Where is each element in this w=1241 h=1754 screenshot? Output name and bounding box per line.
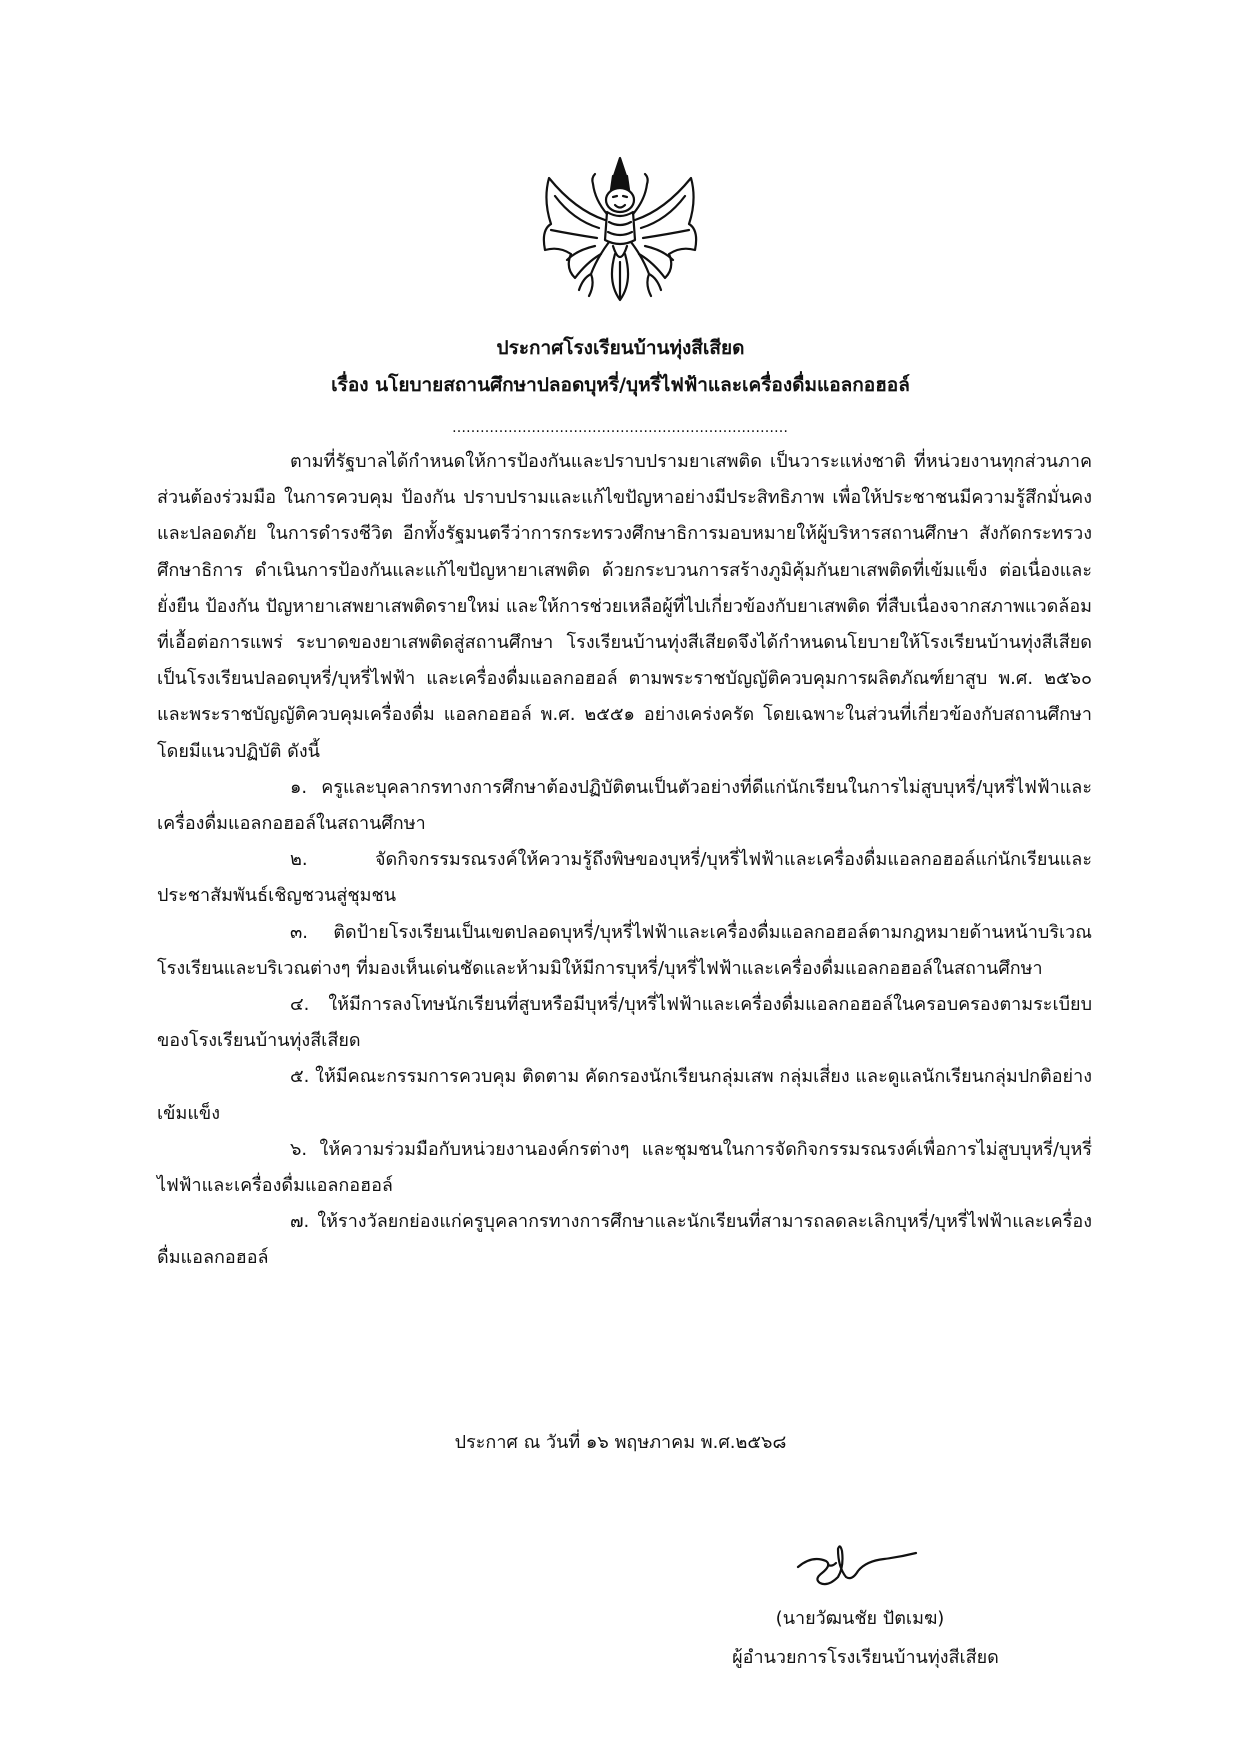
announcement-subject: เรื่อง นโยบายสถานศึกษาปลอดบุหรี่/บุหรี่ไฟฟ้าและเครื่องดื่มแอลกอฮอล์ bbox=[331, 374, 910, 396]
policy-item-6: ๖. ให้ความร่วมมือกับหน่วยงานองค์กรต่างๆ และชุมชนในการจัดกิจกรรมรณรงค์เพื่อการไม่สูบบุหรี่/บุหรี่ไฟฟ้าและเครื่องดื่มแอลกอฮอล์ bbox=[157, 1138, 1092, 1197]
announcement-title: ประกาศโรงเรียนบ้านทุ่งสีเสียด bbox=[496, 337, 745, 359]
policy-item-4: ๔. ให้มีการลงโทษนักเรียนที่สูบหรือมีบุหรี่/บุหรี่ไฟฟ้าและเครื่องดื่มแอลกอฮอล์ในครอบครองตามระเบียบของโรงเรียนบ้านทุ่งสีเสียด bbox=[157, 994, 1092, 1052]
intro-paragraph: ตามที่รัฐบาลได้กำหนดให้การป้องกันและปราบปรามยาเสพติด เป็นวาระแห่งชาติ ที่หน่วยงานทุกส่วนภาคส่วนต้องร่วมมือ ในการควบคุม ป้องกัน ปราบปรามและแก้ไขปัญหาอย่างมีประสิทธิภาพ เพื่อให้ประชาชนมีความรู้สึกมั่นคงและปลอดภัย ในการดำรงชีวิต อีกทั้งรัฐมนตรีว่าการกระทรวงศึกษาธิการมอบหมายให้ผู้บริหารสถานศึกษา สังกัดกระทรวงศึกษาธิการ ดำเนินการป้องกันและแก้ไขปัญหายาเสพติด ด้วยกระบวนการสร้างภูมิคุ้มกันยาเสพติดที่เข้มแข็ง ต่อเนื่องและยั่งยืน ป้องกัน ปัญหายาเสพยาเสพติดรายใหม่ และให้การช่วยเหลือผู้ที่ไปเกี่ยวข้องกับยาเสพติด ที่สืบเนื่องจากสภาพแวดล้อมที่เอื้อต่อการแพร่ ระบาดของยาเสพติดสู่สถานศึกษา โรงเรียนบ้านทุ่งสีเสียดจึงได้กำหนดนโยบายให้โรงเรียนบ้านทุ่งสีเสียดเป็นโรงเรียนปลอดบุหรี่/บุหรี่ไฟฟ้า และเครื่องดื่มแอลกอฮอล์ ตามพระราชบัญญัติควบคุมการผลิตภัณฑ์ยาสูบ พ.ศ. ๒๕๖๐ และพระราชบัญญัติควบคุมเครื่องดื่ม แอลกอฮอล์ พ.ศ. ๒๕๕๑ อย่างเคร่งครัด โดยเฉพาะในส่วนที่เกี่ยวข้องกับสถานศึกษา โดยมีแนวปฏิบัติ ดังนี้ bbox=[157, 451, 1092, 762]
announcement-date: ประกาศ ณ วันที่ ๑๖ พฤษภาคม พ.ศ.๒๕๖๘ bbox=[454, 1432, 787, 1453]
garuda-emblem-icon bbox=[535, 150, 705, 315]
policy-item-3: ๓. ติดป้ายโรงเรียนเป็นเขตปลอดบุหรี่/บุหรี่ไฟฟ้าและเครื่องดื่มแอลกอฮอล์ตามกฎหมายด้านหน้าบริเวณโรงเรียนและบริเวณต่างๆ ที่มองเห็นเด่นชัดและห้ามมิให้มีการบุหรี่/บุหรี่ไฟฟ้าและเครื่องดื่มแอลกอฮอล์ในสถานศึกษา bbox=[157, 921, 1092, 979]
policy-item-2: ๒. จัดกิจกรรมรณรงค์ให้ความรู้ถึงพิษของบุหรี่/บุหรี่ไฟฟ้าและเครื่องดื่มแอลกอฮอล์แก่นักเรียนและประชาสัมพันธ์เชิญชวนสู่ชุมชน bbox=[157, 849, 1092, 907]
announcement-body bbox=[157, 444, 1092, 1277]
policy-item-7: ๗. ให้รางวัลยกย่องแก่ครูบุคลากรทางการศึกษาและนักเรียนที่สามารถลดละเลิกบุหรี่/บุหรี่ไฟฟ้าและเครื่องดื่มแอลกอฮอล์ bbox=[157, 1211, 1092, 1269]
dotted-separator: ……………………………………………………………… bbox=[452, 420, 788, 436]
policy-item-1: ๑. ครูและบุคลากรทางการศึกษาต้องปฏิบัติตนเป็นตัวอย่างที่ดีแก่นักเรียนในการไม่สูบบุหรี่/บุหรี่ไฟฟ้าและเครื่องดื่มแอลกอฮอล์ในสถานศึกษา bbox=[157, 776, 1092, 835]
signer-name: (นายวัฒนชัย ปัตเมฆ) bbox=[775, 1608, 945, 1629]
policy-item-5: ๕. ให้มีคณะกรรมการควบคุม ติดตาม คัดกรองนักเรียนกลุ่มเสพ กลุ่มเสี่ยง และดูแลนักเรียนกลุ่มปกติอย่างเข้มแข็ง bbox=[157, 1066, 1092, 1124]
handwritten-signature-icon bbox=[792, 1537, 922, 1595]
signer-position: ผู้อำนวยการโรงเรียนบ้านทุ่งสีเสียด bbox=[732, 1647, 999, 1668]
